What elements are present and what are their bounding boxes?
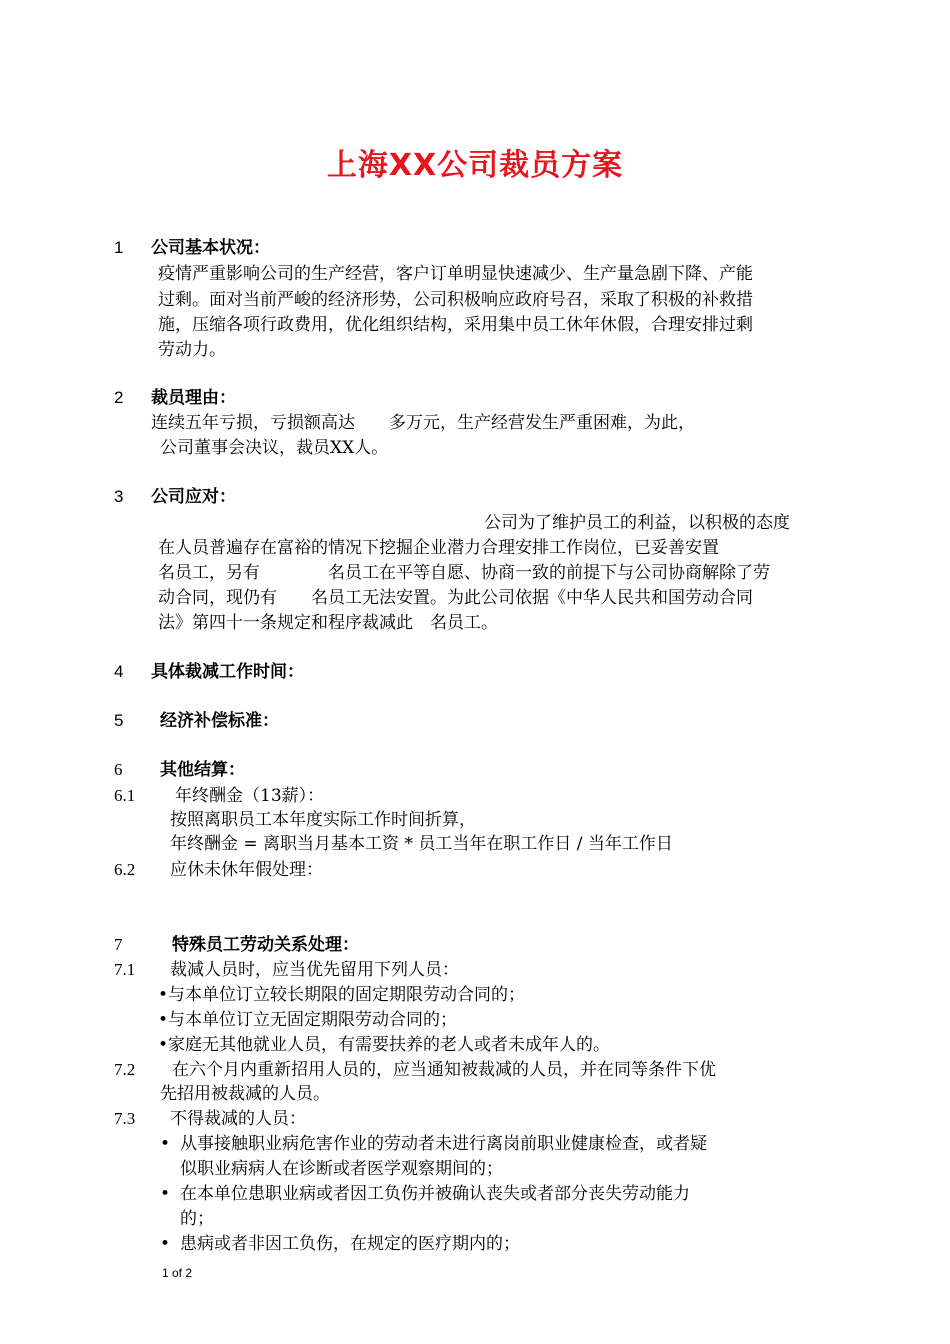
section-3-line: 名员工，另有 名员工在平等自愿、协商一致的前提下与公司协商解除了劳 [158, 563, 770, 583]
subsection-7-3-number: 7.3 [114, 1109, 136, 1128]
list-item [158, 1008, 457, 1032]
subsection-7-2-line: 在六个月内重新招用人员的，应当通知被裁减的人员，并在同等条件下优 [172, 1060, 716, 1080]
section-2-line: 连续五年亏损，亏损额高达 多万元，生产经营发生严重困难，为此， [151, 413, 695, 433]
subsection-6-1-line: 年终酬金 = 离职当月基本工资 * 员工当年在职工作日 / 当年工作日 [170, 834, 673, 854]
bullet-icon: • [158, 1035, 169, 1055]
section-6-number: 6 [114, 760, 123, 779]
list-item-text: 家庭无其他就业人员，有需要扶养的老人或者未成年人的。 [168, 1035, 611, 1055]
section-1-line: 施，压缩各项行政费用，优化组织结构，采用集中员工休年休假，合理安排过剩 [158, 315, 753, 335]
section-2-heading: 裁员理由： [151, 388, 236, 408]
subsection-7-3-text: 不得裁减的人员： [170, 1109, 306, 1129]
list-item-text: 与本单位订立无固定期限劳动合同的； [168, 1010, 458, 1030]
subsection-7-1-text: 裁减人员时，应当优先留用下列人员： [170, 960, 459, 980]
subsection-7-2-line: 先招用被裁减的人员。 [160, 1084, 330, 1104]
subsection-6-1-number: 6.1 [114, 786, 136, 805]
list-item [158, 1033, 610, 1057]
section-3-line: 在人员普遍存在富裕的情况下挖掘企业潜力合理安排工作岗位，已妥善安置 [158, 538, 719, 558]
section-7-heading: 特殊员工劳动关系处理： [172, 935, 359, 955]
section-4-heading: 具体裁减工作时间： [151, 662, 304, 682]
list-item-text: 从事接触职业病危害作业的劳动者未进行离岗前职业健康检查，或者疑 [180, 1134, 707, 1154]
section-3-line: 公司为了维护员工的利益，以积极的态度 [484, 513, 790, 533]
section-1-line: 疫情严重影响公司的生产经营，客户订单明显快速减少、生产量急剧下降、产能 [158, 264, 753, 284]
list-item-text: 患病或者非因工负伤，在规定的医疗期内的； [180, 1234, 520, 1254]
section-7-number: 7 [114, 935, 123, 954]
list-item-text: 在本单位患职业病或者因工负伤并被确认丧失或者部分丧失劳动能力 [180, 1184, 690, 1204]
section-5-number: 5 [114, 711, 124, 730]
subsection-6-1-text: 年终酬金（13薪）： [175, 786, 325, 806]
list-item-text: 与本单位订立较长期限的固定期限劳动合同的； [168, 985, 526, 1005]
list-item-text: 似职业病病人在诊断或者医学观察期间的； [180, 1159, 503, 1179]
section-3-line: 动合同，现仍有 名员工无法安置。为此公司依据《中华人民共和国劳动合同 [158, 588, 753, 608]
document-title: 上海XX公司裁员方案 [326, 148, 624, 183]
subsection-6-2-number: 6.2 [114, 860, 136, 879]
section-1-number: 1 [114, 238, 124, 257]
subsection-6-2-text: 应休未休年假处理： [170, 860, 323, 880]
subsection-7-1-number: 7.1 [114, 960, 136, 979]
section-3-heading: 公司应对： [151, 487, 236, 507]
list-item [158, 983, 525, 1007]
bullet-icon: • [160, 1134, 171, 1154]
section-3-number: 3 [114, 487, 124, 506]
bullet-icon: • [160, 1234, 171, 1254]
bullet-icon: • [158, 985, 169, 1005]
bullet-icon: • [160, 1184, 171, 1204]
bullet-icon: • [158, 1010, 169, 1030]
section-3-line: 法》第四十一条规定和程序裁减此 名员工。 [158, 613, 498, 633]
section-2-number: 2 [114, 388, 124, 407]
section-1-heading: 公司基本状况： [151, 238, 270, 258]
section-4-number: 4 [114, 662, 124, 681]
page-number: 1 of 2 [162, 1266, 193, 1280]
section-5-heading: 经济补偿标准： [160, 711, 279, 731]
list-item-text: 的； [180, 1209, 214, 1229]
subsection-6-1-line: 按照离职员工本年度实际工作时间折算， [170, 810, 476, 830]
section-1-line: 过剩。面对当前严峻的经济形势，公司积极响应政府号召，采取了积极的补救措 [158, 290, 753, 310]
section-6-heading: 其他结算： [160, 760, 245, 780]
section-2-line: 公司董事会决议，裁员XX人。 [160, 438, 389, 458]
subsection-7-2-number: 7.2 [114, 1060, 136, 1079]
section-1-line: 劳动力。 [158, 340, 226, 360]
